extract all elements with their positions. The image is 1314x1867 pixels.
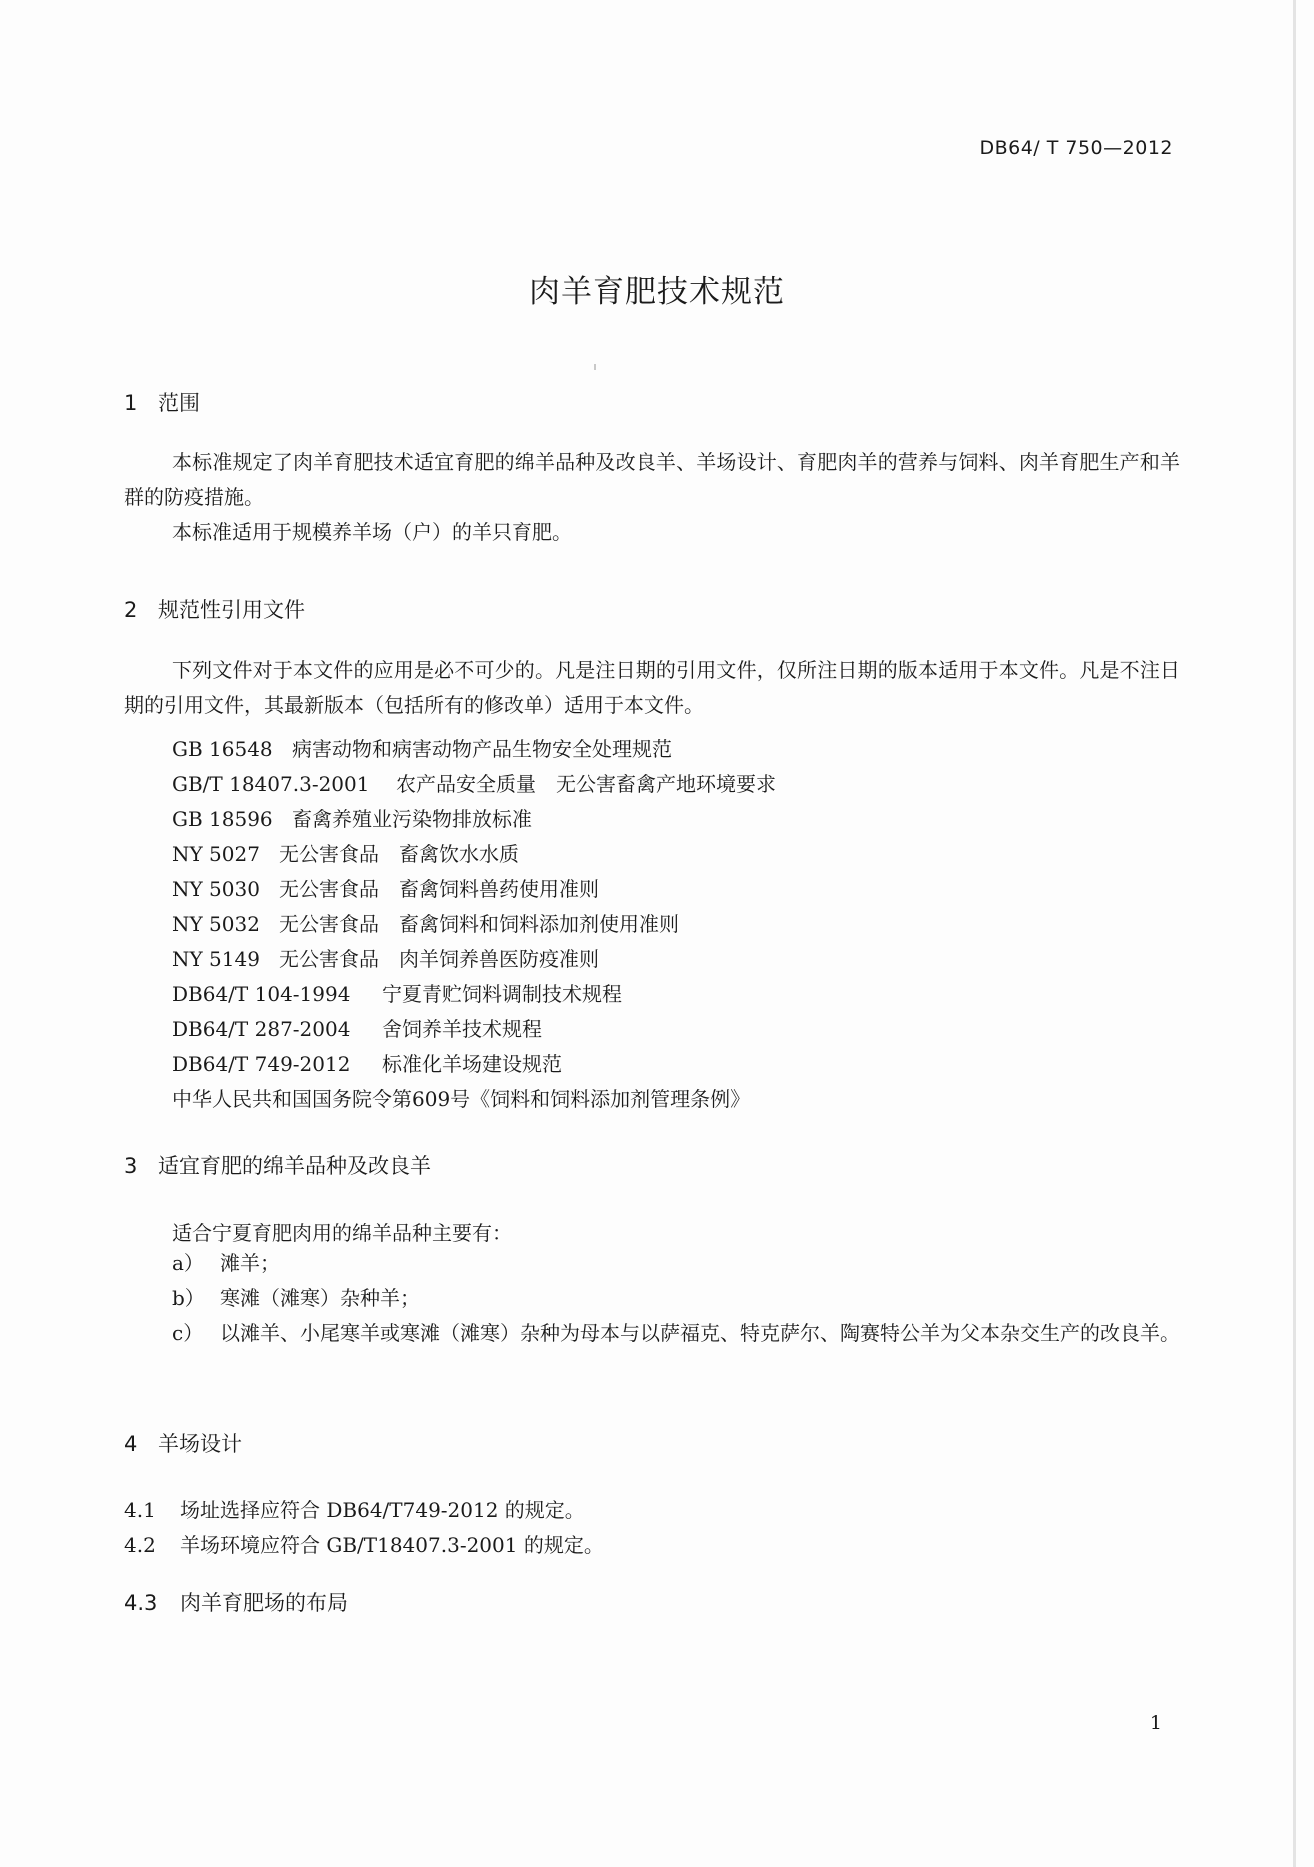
reference-code: GB 18596 (172, 807, 273, 831)
clause-4-3-heading (124, 1587, 348, 1617)
section-number: 4 (124, 1432, 138, 1456)
reference-item (172, 1013, 542, 1042)
reference-code: NY 5030 (172, 877, 260, 901)
section-1-paragraph-1: 本标准规定了肉羊育肥技术适宜育肥的绵羊品种及改良羊、羊场设计、育肥肉羊的营养与饲料、肉羊育肥生产和羊群的防疫措施。 (124, 450, 1180, 509)
section-2-intro: 下列文件对于本文件的应用是必不可少的。凡是注日期的引用文件，仅所注日期的版本适用于本文件。凡是不注日期的引用文件，其最新版本（包括所有的修改单）适用于本文件。 (124, 658, 1180, 717)
reference-item (172, 978, 622, 1007)
reference-title: 舍饲养羊技术规程 (382, 1017, 542, 1041)
clause-4-1 (124, 1494, 585, 1523)
reference-item (172, 873, 599, 902)
list-marker: b） (172, 1286, 205, 1310)
reference-code: DB64/T 749-2012 (172, 1052, 351, 1076)
reference-decree: 中华人民共和国国务院令第609号《饲料和饲料添加剂管理条例》 (172, 1087, 751, 1111)
reference-title: 无公害食品 畜禽饲料兽药使用准则 (279, 877, 599, 901)
section-4-heading (124, 1428, 242, 1458)
reference-item (172, 1048, 562, 1077)
reference-title: 病害动物和病害动物产品生物安全处理规范 (292, 737, 672, 761)
reference-title: 畜禽养殖业污染物排放标准 (292, 807, 532, 831)
reference-item (172, 908, 679, 937)
section-number: 2 (124, 598, 138, 622)
reference-code: GB/T 18407.3-2001 (172, 772, 370, 796)
reference-code: NY 5032 (172, 912, 260, 936)
section-2-heading (124, 594, 305, 624)
list-item-text: 滩羊； (220, 1251, 280, 1275)
list-item-text: 以滩羊、小尾寒羊或寒滩（滩寒）杂种为母本与以萨福克、特克萨尔、陶赛特公羊为父本杂交生产的改良羊。 (220, 1321, 1180, 1345)
reference-item (172, 943, 599, 972)
reference-title: 宁夏青贮饲料调制技术规程 (382, 982, 622, 1006)
section-3-heading (124, 1150, 431, 1180)
document-title: 肉羊育肥技术规范 (529, 274, 785, 310)
reference-title: 无公害食品 畜禽饲料和饲料添加剂使用准则 (279, 912, 679, 936)
section-title: 羊场设计 (158, 1432, 242, 1456)
reference-title: 无公害食品 肉羊饲养兽医防疫准则 (279, 947, 599, 971)
breed-list-item (172, 1281, 1182, 1316)
reference-title: 无公害食品 畜禽饮水水质 (279, 842, 519, 866)
section-1-heading (124, 387, 200, 417)
breed-list-item (172, 1246, 1182, 1281)
clause-text: 羊场环境应符合 GB/T18407.3-2001 的规定。 (180, 1533, 604, 1557)
breed-list-item (172, 1316, 1182, 1351)
reference-code: GB 16548 (172, 737, 273, 761)
section-1-paragraph-2: 本标准适用于规模养羊场（户）的羊只育肥。 (172, 520, 572, 544)
reference-code: NY 5149 (172, 947, 260, 971)
reference-item (172, 803, 532, 832)
list-marker: c） (172, 1321, 204, 1345)
clause-number: 4.3 (124, 1591, 158, 1615)
reference-title: 农产品安全质量 无公害畜禽产地环境要求 (396, 772, 776, 796)
list-marker: a） (172, 1251, 204, 1275)
reference-item (172, 838, 519, 867)
section-number: 1 (124, 391, 138, 415)
section-3-intro: 适合宁夏育肥肉用的绵羊品种主要有： (172, 1221, 512, 1245)
section-number: 3 (124, 1154, 138, 1178)
reference-title: 标准化羊场建设规范 (382, 1052, 562, 1076)
clause-number: 4.1 (124, 1498, 156, 1522)
reference-code: DB64/T 104-1994 (172, 982, 351, 1006)
list-item-text: 寒滩（滩寒）杂种羊； (220, 1286, 420, 1310)
document-code: DB64/ T 750—2012 (979, 137, 1173, 159)
page-number: 1 (1149, 1712, 1162, 1734)
clause-title: 肉羊育肥场的布局 (180, 1591, 348, 1615)
clause-text: 场址选择应符合 DB64/T749-2012 的规定。 (180, 1498, 585, 1522)
section-title: 规范性引用文件 (158, 598, 305, 622)
scan-speck (594, 364, 596, 370)
reference-code: DB64/T 287-2004 (172, 1017, 351, 1041)
clause-4-2 (124, 1529, 604, 1558)
section-title: 适宜育肥的绵羊品种及改良羊 (158, 1154, 431, 1178)
reference-code: NY 5027 (172, 842, 260, 866)
section-title: 范围 (158, 391, 200, 415)
reference-item (172, 768, 776, 797)
reference-item (172, 733, 672, 762)
clause-number: 4.2 (124, 1533, 156, 1557)
